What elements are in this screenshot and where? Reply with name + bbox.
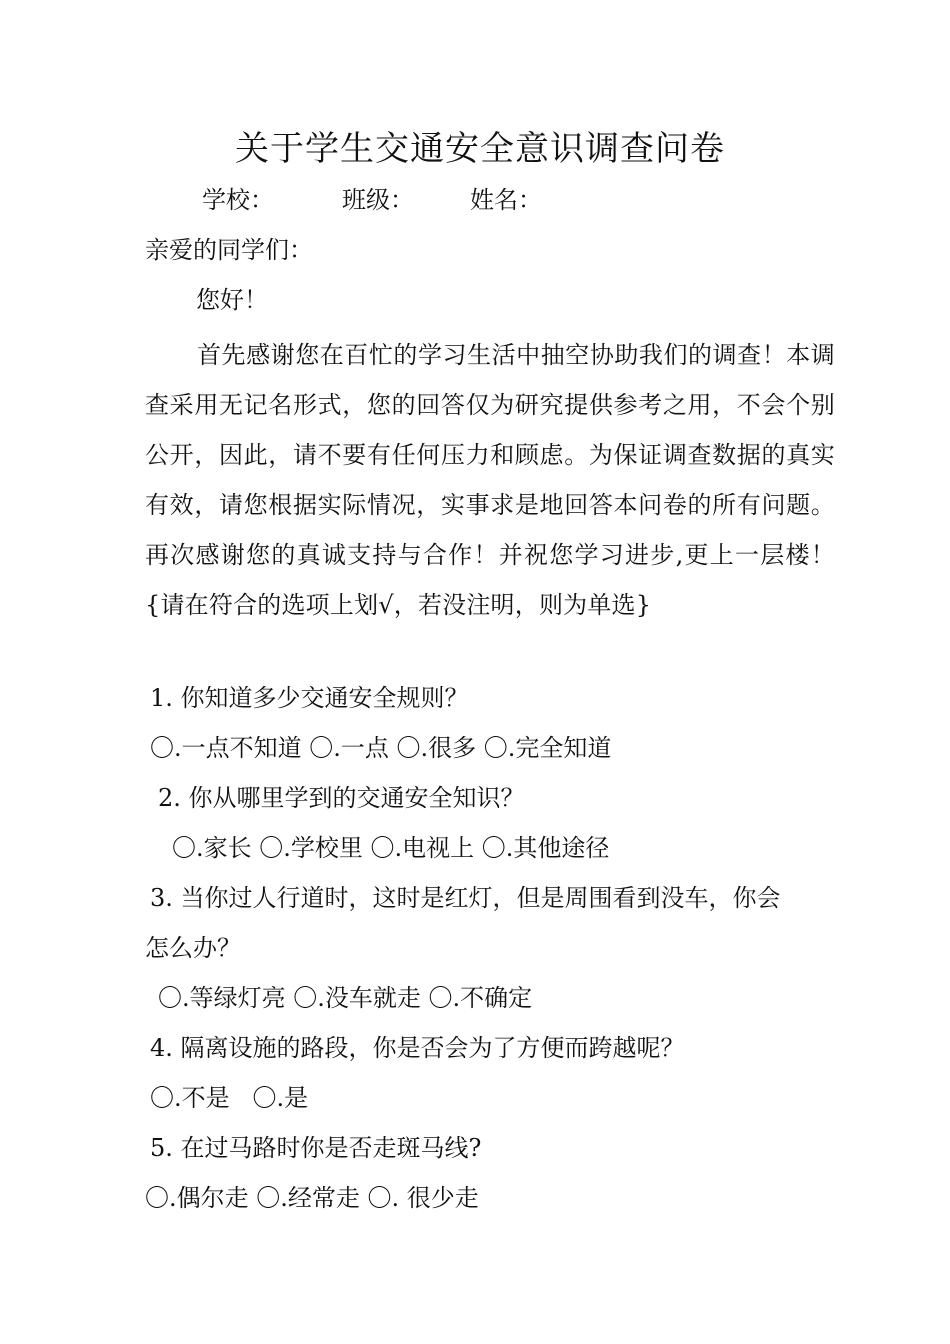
page-title: 关于学生交通安全意识调查问卷: [235, 129, 725, 169]
question-3-continued: 怎么办？: [145, 934, 241, 962]
greeting: 亲爱的同学们：: [145, 236, 313, 264]
question-3: 3. 当你过人行道时，这时是红灯，但是周围看到没车，你会: [150, 884, 781, 912]
question-2: 2. 你从哪里学到的交通安全知识？: [158, 784, 525, 812]
question-4-options: 〇.不是 〇.是: [150, 1084, 309, 1112]
question-1: 1. 你知道多少交通安全规则？: [150, 684, 469, 712]
name-label: 姓名：: [470, 186, 542, 214]
school-label: 学校：: [202, 186, 274, 214]
class-label: 班级：: [342, 186, 414, 214]
info-fields: [202, 182, 542, 218]
intro-paragraph: 首先感谢您在百忙的学习生活中抽空协助我们的调查！本调查采用无记名形式，您的回答仅为研究提供参考之用，不会个别公开，因此，请不要有任何压力和顾虑。为保证调查数据的真实有效，请您根据实际情况，实事求是地回答本问卷的所有问题。再次感谢您的真诚支持与合作！并祝您学习进步,更上一层楼！ {请在符合的选项上划√，若没注明，则为单选}: [145, 341, 835, 619]
question-3-options: 〇.等绿灯亮 〇.没车就走 〇.不确定: [158, 984, 533, 1012]
hello: 您好！: [196, 286, 268, 314]
question-5-options: 〇.偶尔走 〇.经常走 〇. 很少走: [145, 1184, 479, 1212]
question-1-options: 〇.一点不知道 〇.一点 〇.很多 〇.完全知道: [150, 734, 612, 762]
question-4: 4. 隔离设施的路段，你是否会为了方便而跨越呢？: [150, 1034, 685, 1062]
question-5: 5. 在过马路时你是否走斑马线?: [150, 1134, 482, 1162]
question-2-options: 〇.家长 〇.学校里 〇.电视上 〇.其他途径: [172, 834, 610, 862]
